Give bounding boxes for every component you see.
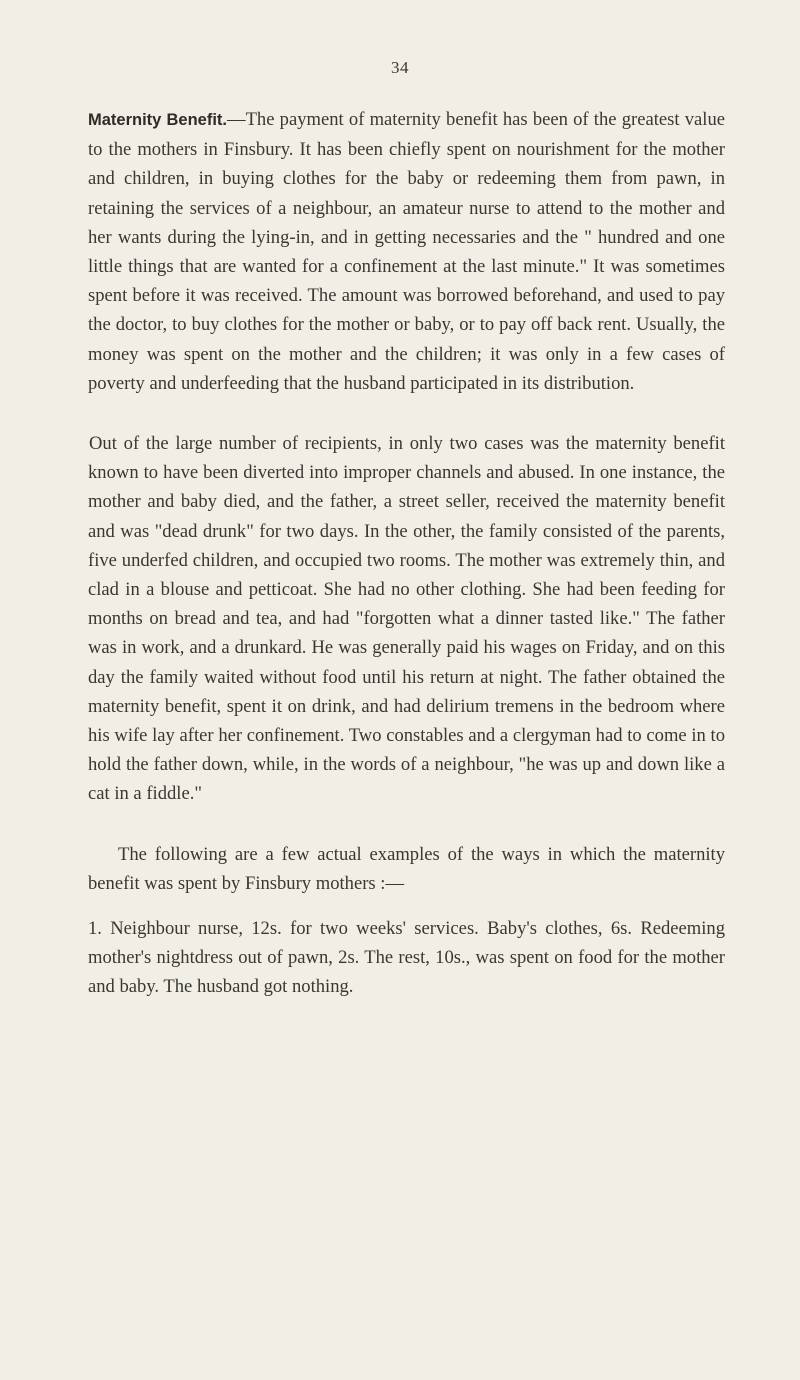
paragraph-improper-use: [88, 429, 725, 809]
paragraph-text: 1. Neighbour nurse, 12s. for two weeks' services. Baby's clothes, 6s. Redeeming mother's nightdress out of pawn, 2s. The rest, 10s., was spent on food for the mother and baby. The husband got nothing.: [88, 918, 725, 998]
document-body: [88, 105, 725, 1002]
paragraph-example-1: [88, 914, 725, 1002]
paragraph-text: Out of the large number of recipients, in only two cases was the maternity benefit known to have been diverted into improper channels and abused. In one instance, the mother and baby died, and the father, a street seller, received the maternity benefit and was "dead drunk" for two days. In the other, the family consisted of the parents, five underfed children, and occupied two rooms. The mother was extremely thin, and clad in a blouse and petticoat. She had no other clothing. She had been feeding for months on bread and tea, and had "forgotten what a dinner tasted like." The father was in work, and a drunkard. He was generally paid his wages on Friday, and on this day the family waited without food until his return at night. The father obtained the maternity benefit, spent it on drink, and had delirium tremens in the bedroom where his wife lay after her confinement. Two constables and a clergyman had to come in to hold the father down, while, in the words of a neighbour, "he was up and down like a cat in a fiddle.": [88, 433, 725, 805]
paragraph-maternity-benefit: [88, 105, 725, 398]
paragraph-text: The following are a few actual examples of the ways in which the maternity benefit was spent by Finsbury mothers :—: [88, 843, 725, 894]
heading-dash: —: [226, 109, 246, 130]
paragraph-text: The payment of maternity benefit has been of the greatest value to the mothers in Finsbury. It has been chiefly spent on nourishment for the mother and children, in buying clothes for the baby or redeeming them from pawn, in retaining the services of a neighbour, an amateur nurse to attend to the mother and her wants during the lying-in, and in getting necessaries and the " hundred and one little things that are wanted for a confinement at the last minute." It was sometimes spent before it was received. The amount was borrowed beforehand, and used to pay the doctor, to buy clothes for the mother or baby, or to pay off back rent. Usually, the money was spent on the mother and the children; it was only in a few cases of poverty and underfeeding that the husband participated in its distribution.: [88, 109, 725, 394]
section-heading: Maternity Benefit.: [88, 111, 227, 129]
paragraph-examples-intro: [88, 840, 725, 898]
page-number: 34: [391, 58, 409, 77]
